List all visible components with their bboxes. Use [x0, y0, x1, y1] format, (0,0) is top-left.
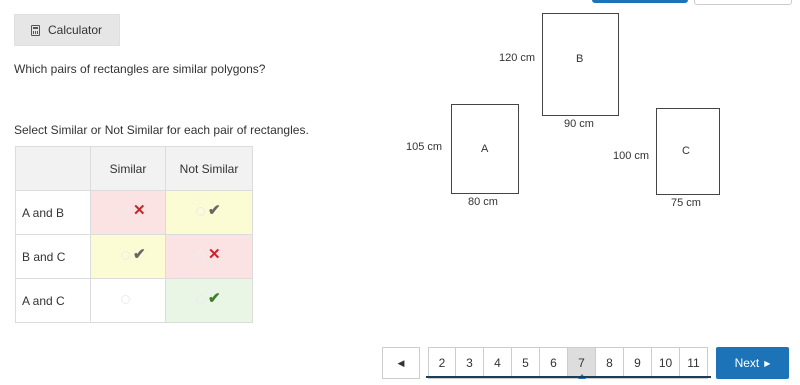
page-button[interactable]: 4 [484, 347, 512, 379]
rectangle-c-height-label: 100 cm [613, 150, 650, 162]
question-text: Which pairs of rectangles are similar polygons? [14, 62, 266, 76]
previous-button[interactable] [382, 347, 420, 379]
option-a-c-not-similar[interactable] [166, 279, 253, 323]
radio-button[interactable] [121, 251, 130, 260]
rectangle-b-height-label: 120 cm [499, 52, 536, 64]
radio-button[interactable] [121, 207, 130, 216]
option-b-c-similar[interactable] [91, 235, 166, 279]
page-button[interactable]: 6 [540, 347, 568, 379]
rectangle-c-label: C [682, 145, 690, 157]
page-button-current[interactable]: 7 [568, 347, 596, 379]
option-a-b-similar[interactable] [91, 191, 166, 235]
matrix-corner [16, 147, 91, 191]
calculator-icon [31, 25, 40, 36]
radio-button[interactable] [196, 251, 205, 260]
next-label: Next [734, 356, 760, 370]
row-label: B and C [16, 235, 91, 279]
page-button[interactable]: 10 [652, 347, 680, 379]
column-header-similar: Similar [91, 147, 166, 191]
top-secondary-button[interactable] [694, 0, 792, 5]
answer-matrix [15, 146, 253, 323]
table-row [16, 191, 253, 235]
option-a-b-not-similar[interactable] [166, 191, 253, 235]
row-label: A and C [16, 279, 91, 323]
page-button[interactable]: 11 [680, 347, 708, 379]
triangle-right-icon: ▶ [764, 358, 771, 368]
page-button[interactable]: 9 [624, 347, 652, 379]
pager-underline [426, 376, 711, 378]
column-header-not-similar: Not Similar [166, 147, 253, 191]
incorrect-x-icon: ✕ [208, 246, 221, 263]
rectangle-a-width-label: 80 cm [468, 196, 498, 208]
top-primary-button[interactable] [592, 0, 688, 3]
rectangle-a-label: A [481, 143, 489, 155]
instruction-text: Select Similar or Not Similar for each pair of rectangles. [14, 123, 309, 137]
rectangle-c-width-label: 75 cm [671, 197, 701, 209]
page-button[interactable]: 3 [456, 347, 484, 379]
triangle-left-icon: ◀ [397, 357, 405, 368]
page-button[interactable]: 2 [428, 347, 456, 379]
radio-button[interactable] [196, 207, 205, 216]
radio-button[interactable] [121, 295, 130, 304]
table-row [16, 279, 253, 323]
rectangle-b-width-label: 90 cm [564, 118, 594, 130]
question-pager [382, 347, 708, 379]
option-b-c-not-similar[interactable] [166, 235, 253, 279]
correct-answer-check-icon: ✔ [133, 246, 146, 263]
incorrect-x-icon: ✕ [133, 202, 146, 219]
table-row [16, 235, 253, 279]
rectangle-b-label: B [576, 53, 584, 65]
option-a-c-similar[interactable] [91, 279, 166, 323]
rectangle-a-height-label: 105 cm [406, 141, 443, 153]
correct-answer-check-icon: ✔ [208, 202, 221, 219]
page-button[interactable]: 5 [512, 347, 540, 379]
next-button[interactable] [716, 347, 789, 379]
calculator-button[interactable] [14, 14, 120, 46]
correct-check-icon: ✔ [208, 290, 221, 307]
calculator-label: Calculator [48, 23, 103, 37]
radio-button[interactable] [196, 295, 205, 304]
page-button[interactable]: 8 [596, 347, 624, 379]
row-label: A and B [16, 191, 91, 235]
